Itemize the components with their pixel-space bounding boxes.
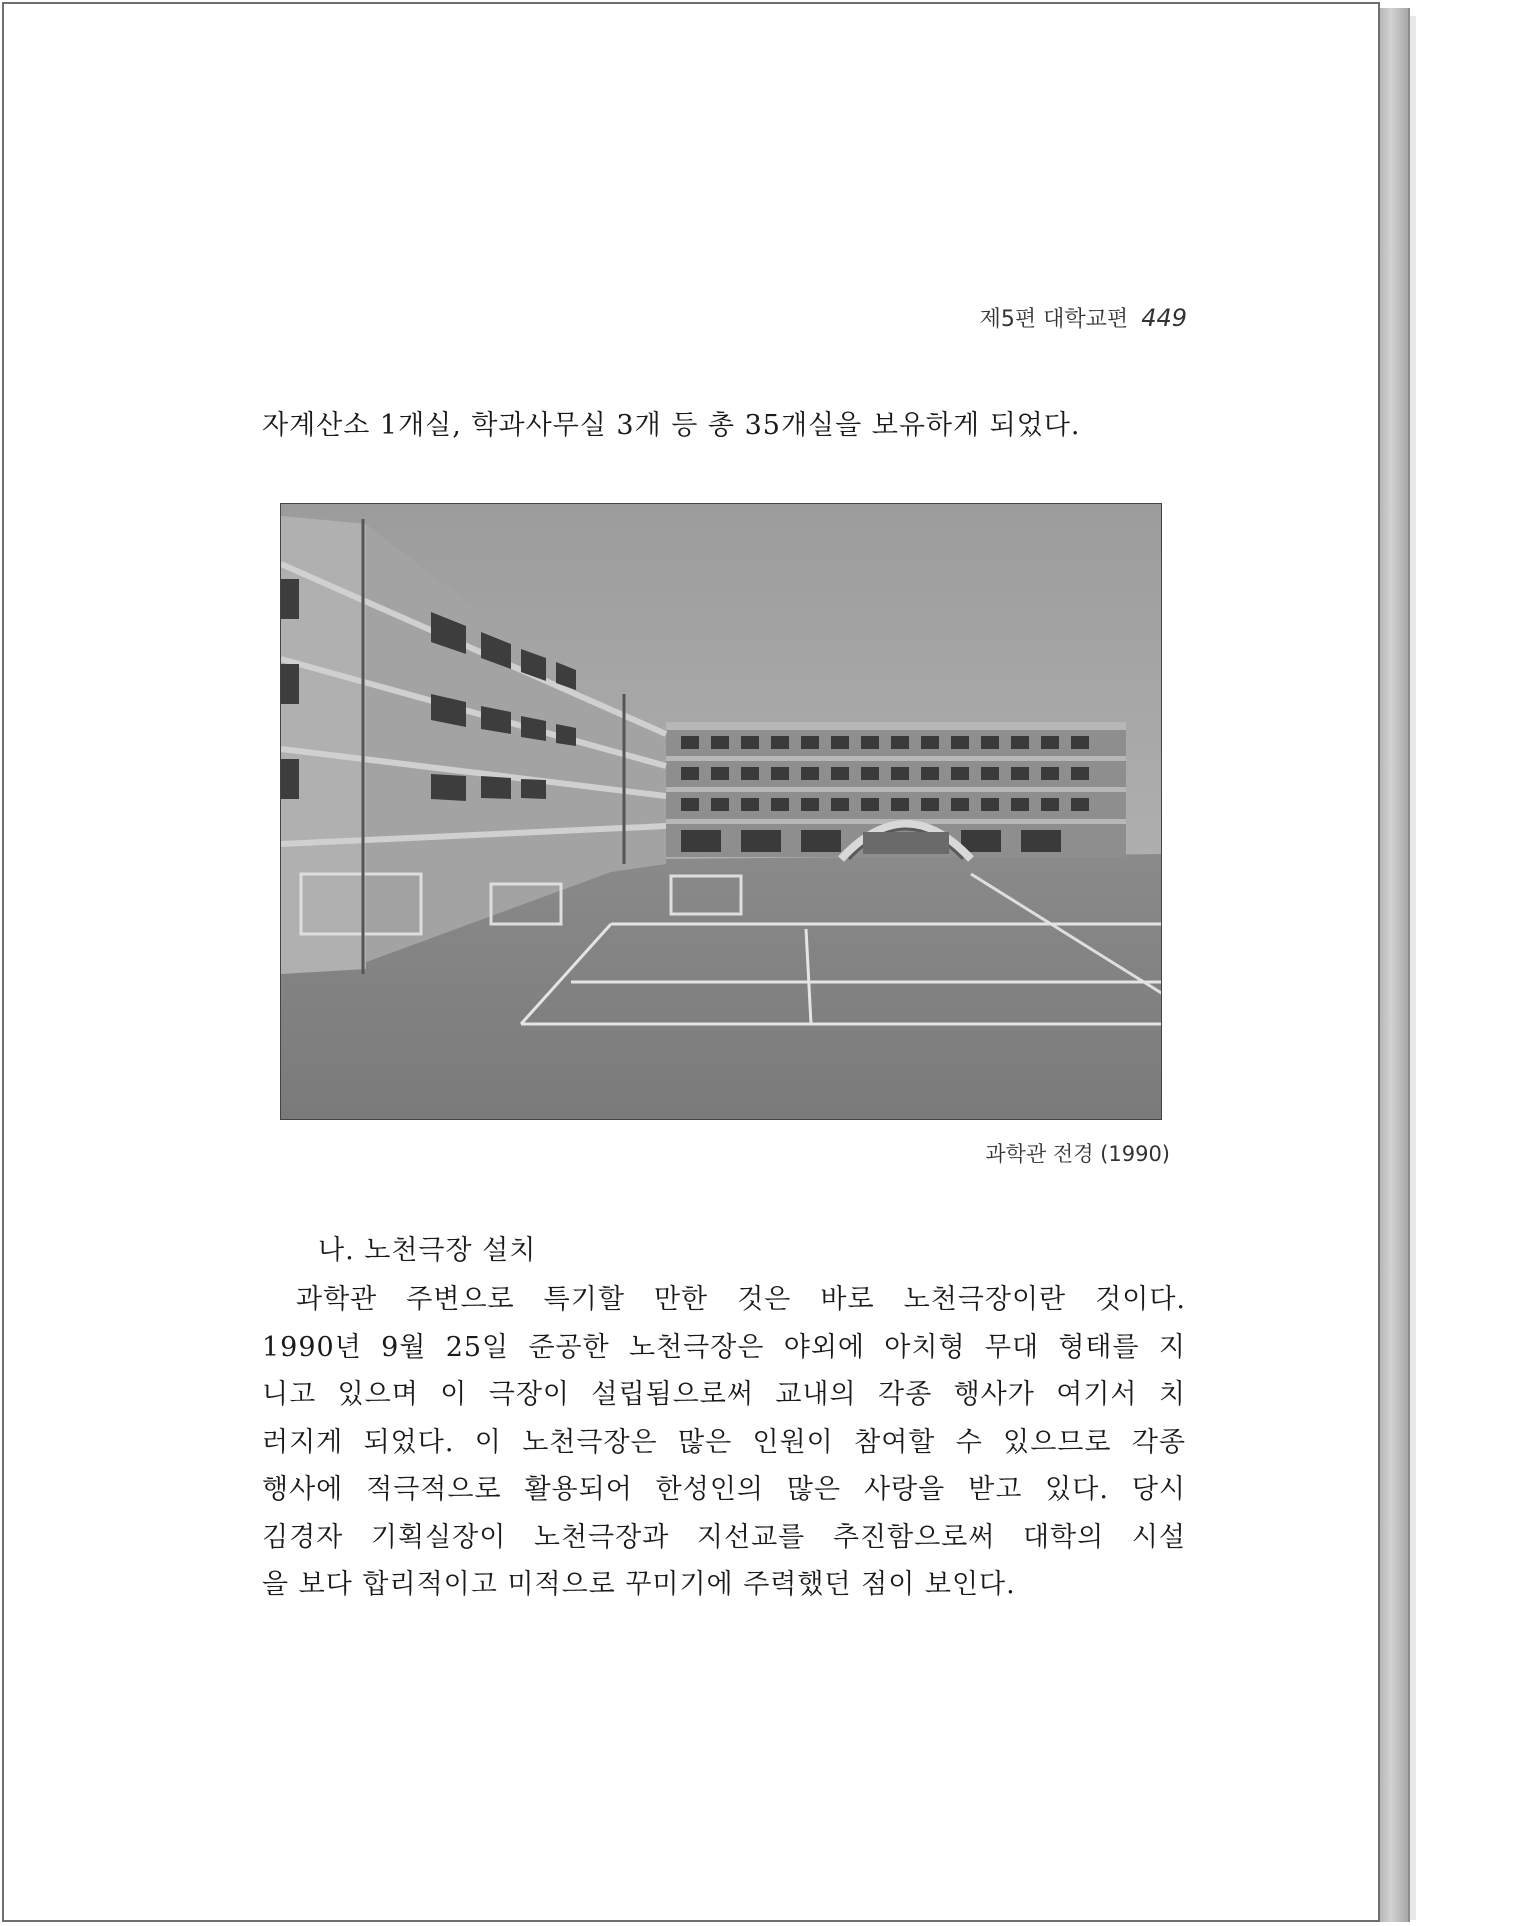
paragraph-line-6: 김경자 기획실장이 노천극장과 지선교를 추진함으로써 대학의 시설 xyxy=(262,1521,1186,1553)
figure-caption: 과학관 전경 (1990) xyxy=(985,1142,1170,1166)
paragraph-line-4: 러지게 되었다. 이 노천극장은 많은 인원이 참여할 수 있으므로 각종 xyxy=(262,1426,1186,1458)
paragraph-line-7: 을 보다 합리적이고 미적으로 꾸미기에 주력했던 점이 보인다. xyxy=(262,1569,1016,1600)
paragraph-line-1: 과학관 주변으로 특기할 만한 것은 바로 노천극장이란 것이다. xyxy=(296,1284,1186,1315)
science-building-photo xyxy=(280,503,1162,1120)
top-text-line: 자계산소 1개실, 학과사무실 3개 등 총 35개실을 보유하게 되었다. xyxy=(262,410,1081,441)
page-number: 449 xyxy=(1141,304,1187,332)
page-stack-edge xyxy=(1380,8,1410,1922)
page-edge-shadow xyxy=(1410,16,1416,1920)
paragraph-line-2: 1990년 9월 25일 준공한 노천극장은 야외에 아치형 무대 형태를 지 xyxy=(262,1331,1186,1363)
paragraph-line-5: 행사에 적극적으로 활용되어 한성인의 많은 사랑을 받고 있다. 당시 xyxy=(262,1474,1186,1505)
header-section: 제5편 대학교편 xyxy=(979,307,1129,332)
paragraph-line-3: 니고 있으며 이 극장이 설립됨으로써 교내의 각종 행사가 여기서 치 xyxy=(262,1379,1186,1410)
body-paragraph xyxy=(262,1276,1186,1609)
running-header xyxy=(980,302,1187,333)
section-heading: 나. 노천극장 설치 xyxy=(318,1235,537,1266)
